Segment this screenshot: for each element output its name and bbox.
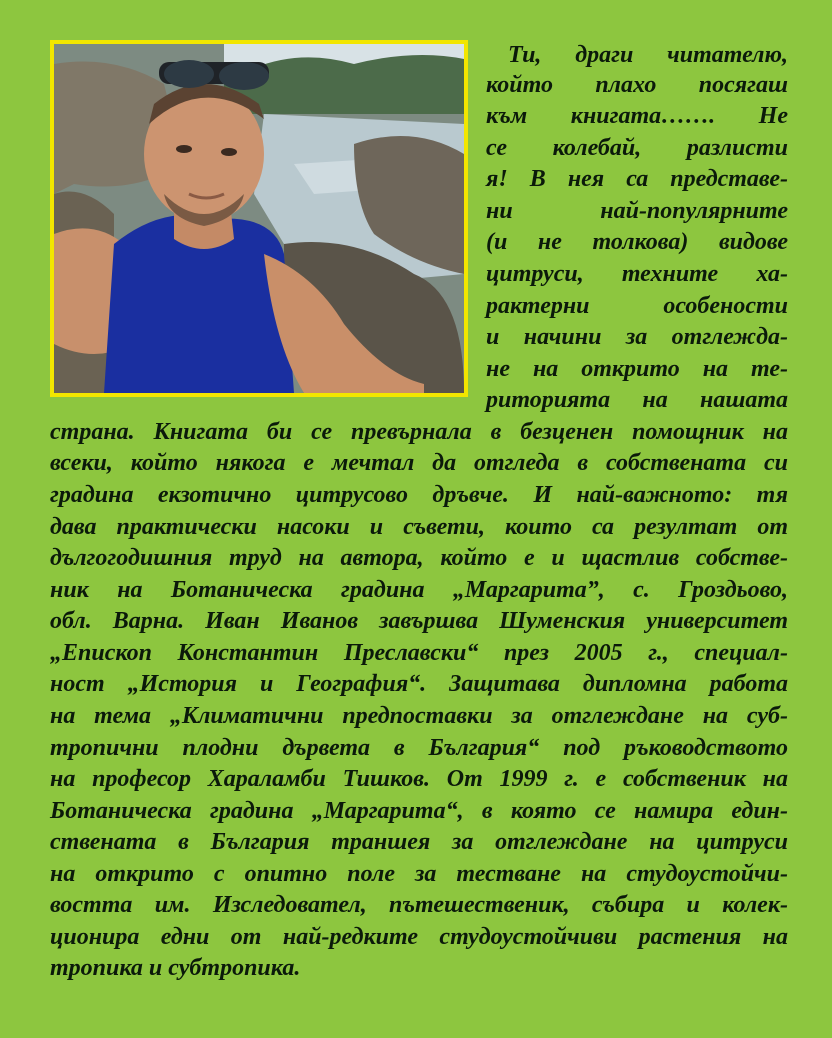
text-line-17: дългогодишния труд на автора, който е и щастлив собстве-: [50, 545, 788, 571]
text-line-12: риторията на нашата: [486, 387, 788, 413]
text-line-8: цитруси, техните ха-: [486, 261, 788, 287]
text-line-22: на тема „Климатични предпоставки за отглеждане на суб-: [50, 703, 788, 729]
text-line-13: страна. Книгата би се превърнала в безценен помощник на: [50, 419, 788, 445]
text-line-14: всеки, който някога е мечтал да отгледа в собствената си: [50, 450, 788, 476]
text-line-9: рактерни особености: [486, 293, 788, 319]
text-line-19: обл. Варна. Иван Иванов завършва Шуменския университет: [50, 608, 788, 634]
text-line-28: востта им. Изследовател, пътешественик, събира и колек-: [50, 892, 788, 918]
text-line-6: ни най-популярните: [486, 198, 788, 224]
text-line-10: и начини за отглежда-: [486, 324, 788, 350]
text-line-2: който плахо посягаш: [486, 72, 788, 98]
text-line-4: се колебай, разлисти: [486, 135, 788, 161]
text-line-5: я! В нея са представе-: [486, 166, 788, 192]
text-line-25: Ботаническа градина „Маргарита“, в която се намира един-: [50, 798, 788, 824]
text-line-24: на професор Хараламби Тишков. От 1999 г. е собственик на: [50, 766, 788, 792]
text-line-27: на открито с опитно поле за тестване на студоустойчи-: [50, 861, 788, 887]
text-line-11: не на открито на те-: [486, 356, 788, 382]
text-line-30: тропика и субтропика.: [50, 955, 301, 981]
text-line-3: към книгата……. Не: [486, 103, 788, 129]
text-line-16: дава практически насоки и съвети, които са резултат от: [50, 514, 788, 540]
text-line-18: ник на Ботаническа градина „Маргарита”, с. Гроздьово,: [50, 577, 788, 603]
text-line-21: ност „История и География“. Защитава дипломна работа: [50, 671, 788, 697]
author-portrait-icon: [54, 44, 464, 393]
text-line-1: Ти, драги читателю,: [508, 42, 788, 68]
text-line-23: тропични плодни дървета в България“ под ръководството: [50, 735, 788, 761]
author-photo: [50, 40, 468, 397]
text-line-29: ционира едни от най-редките студоустойчиви растения на: [50, 924, 788, 950]
text-line-7: (и не толкова) видове: [486, 229, 788, 255]
text-line-15: градина екзотично цитрусово дръвче. И най-важното: тя: [50, 482, 788, 508]
text-line-26: ствената в България траншея за отглеждане на цитруси: [50, 829, 788, 855]
text-line-20: „Епископ Константин Преславски“ през 2005 г., специал-: [50, 640, 788, 666]
